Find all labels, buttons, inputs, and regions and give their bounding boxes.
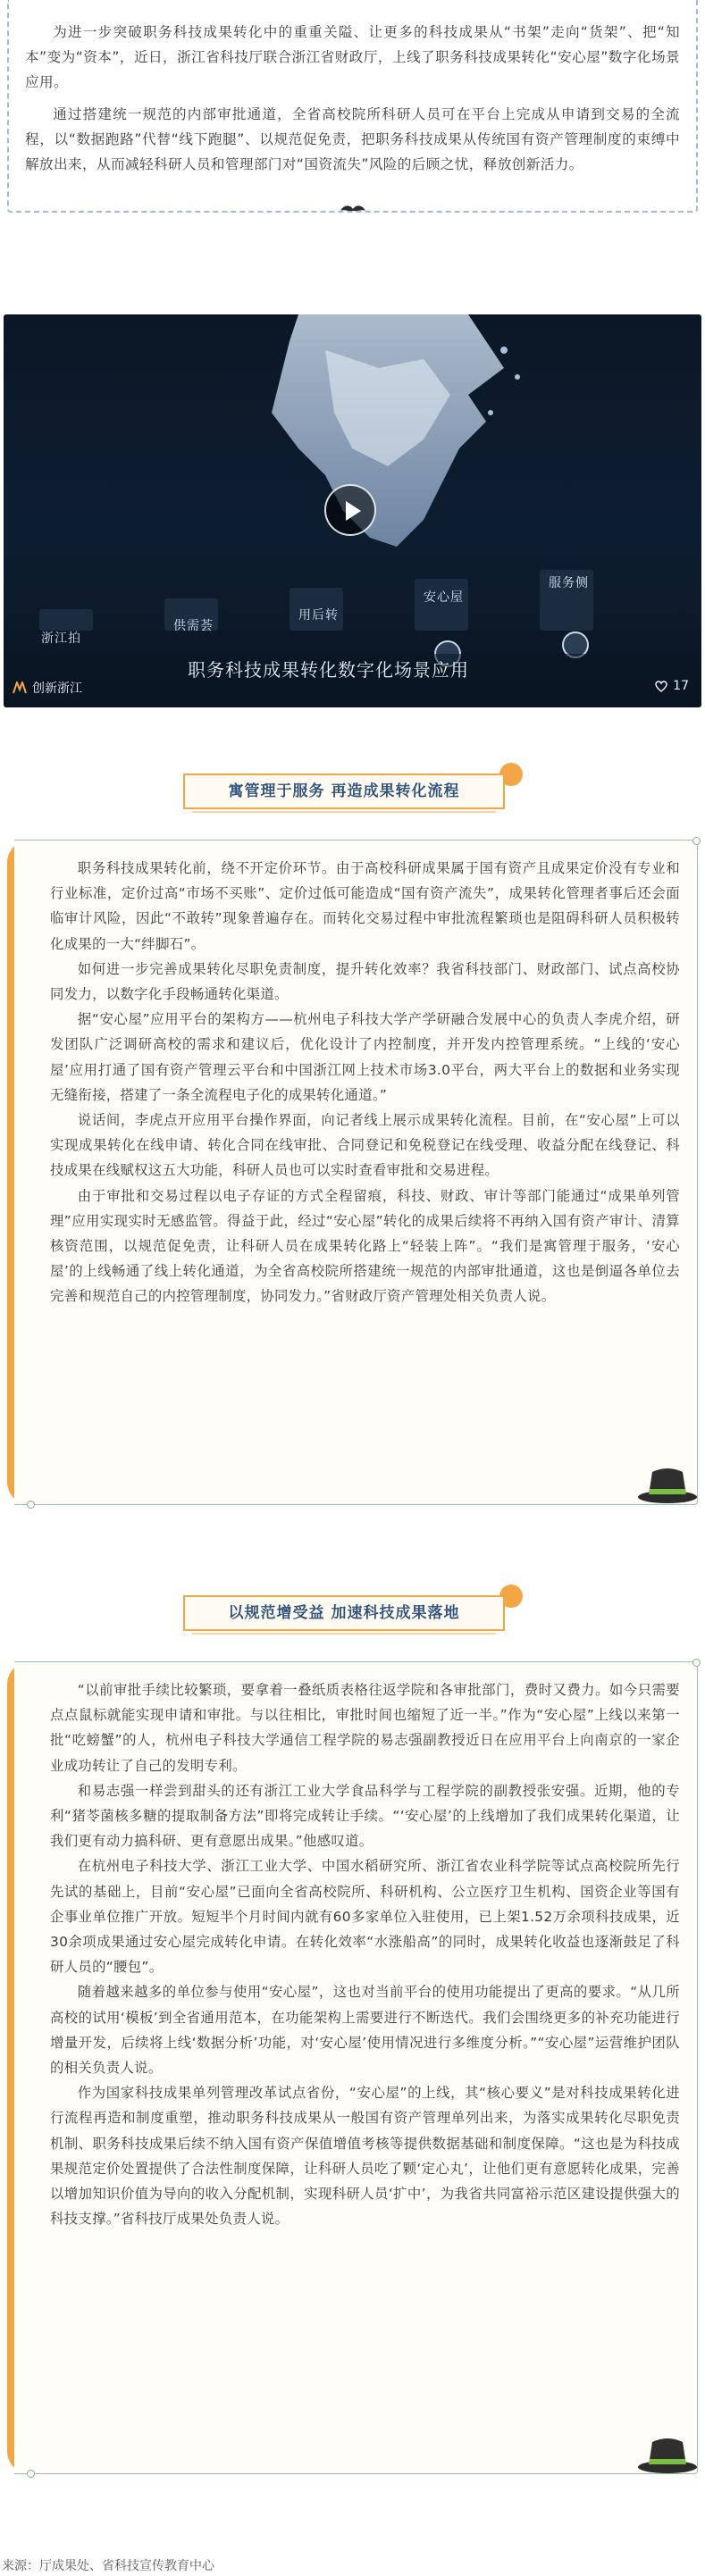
section1-box [7, 840, 698, 1505]
section2-box [7, 1661, 698, 2474]
video-label: 用后转 [298, 608, 339, 623]
section1-title-block [183, 768, 523, 809]
video-caption: 职务科技成果转化数字化场景应用 [188, 659, 469, 681]
title-underline [192, 1633, 496, 1635]
section2-paragraph: 在杭州电子科技大学、浙江工业大学、中国水稻研究所、浙江省农业科学院等试点高校院所先行先试的基础上，目前“安心屋”已面向全省高校院所、科研机构、公立医疗卫生机构、国资企业等国有企事业单位推广开放。短短半个月时间内就有60多家单位入驻使用，已上架1.52万余项科技成果，近30余项成果通过安心屋完成转化申请。在转化效率“水涨船高”的同时，成果转化收益也逐渐鼓足了科研人员的“腰包”。 [50, 1858, 680, 1976]
section2-title-block [183, 1590, 523, 1631]
section2-title: 以规范增受益 加速科技成果落地 [183, 1595, 505, 1631]
frame-corner-dot [692, 1659, 701, 1667]
like-button[interactable] [655, 679, 689, 693]
intro-box [7, 0, 698, 213]
mustache-icon [340, 204, 366, 216]
channel-logo-icon [13, 682, 27, 694]
video-channel[interactable] [13, 679, 82, 697]
frame-corner-dot [27, 2470, 35, 2478]
video-label: 服务侧 [549, 576, 589, 590]
play-icon [344, 500, 362, 522]
intro-paragraph: 通过搭建统一规范的内部审批通道，全省高校院所科研人员可在平台上完成从申请到交易的全流程，以“数据跑路”代替“线下跑腿”、以规范促免责，把职务科技成果从传统国有资产管理制度的束缚中解放出来，从而减轻科研人员和管理部门对“国资流失”风险的后顾之忧，释放创新活力。 [25, 106, 680, 172]
section1-paragraph: 由于审批和交易过程以电子存证的方式全程留痕，科技、财政、审计等部门能通过“成果单列管理”应用实现实时无感监管。得益于此，经过“安心屋”转化的成果后续将不再纳入国有资产审计、清算核资范围，以规范促免责，让科研人员在成果转化路上“轻装上阵”。“我们是寓管理于服务，‘安心屋’的上线畅通了线上转化通道，为全省高校院所搭建统一规范的内部审批通道，这也是倒逼各单位去完善和规范自己的内控管理制度，协同发力。”省财政厅资产管理处相关负责人说。 [50, 1187, 680, 1305]
hat-icon [636, 1465, 699, 1504]
section1-paragraph: 职务科技成果转化前，绕不开定价环节。由于高校科研成果属于国有资产且成果定价没有专业和行业标准，定价过高“市场不买账”、定价过低可能造成“国有资产流失”，成果转化管理者事后还会面临审计风险，因此“不敢转”现象普遍存在。而转化交易过程中审批流程繁琐也是阻碍科研人员积极转化成果的一大“绊脚石”。 [50, 860, 680, 952]
section2-content [50, 1677, 680, 2231]
section2-paragraph: 随着越来越多的单位参与使用“安心屋”，这也对当前平台的使用功能提出了更高的要求。“从几所高校的试用‘模板’到全省通用范本，在功能架构上需要进行不断迭代。我们会围绕更多的补充功能进行增量开发，后续将上线‘数据分析’功能，对‘安心屋’使用情况进行多维度分析。”“安心屋”运营维护团队的相关负责人说。 [50, 1984, 680, 2077]
like-count: 17 [673, 679, 689, 693]
intro-paragraph: 为进一步突破职务科技成果转化中的重重关隘、让更多的科技成果从“书架”走向“货架”、把“知本”变为“资本”，近日，浙江省科技厅联合浙江省财政厅，上线了职务科技成果转化“安心屋”数字化场景应用。 [25, 24, 680, 90]
section2-paragraph: “以前审批手续比较繁琐，要拿着一叠纸质表格往返学院和各审批部门，费时又费力。如今只需要点点鼠标就能实现申请和审批。与以往相比，审批时间也缩短了近一半。”作为“安心屋”上线以来第一批“吃螃蟹”的人，杭州电子科技大学通信工程学院的易志强副教授近日在应用平台上向南京的一家企业成功转让了自己的发明专利。 [50, 1682, 680, 1774]
section1-title: 寓管理于服务 再造成果转化流程 [183, 774, 505, 809]
title-underline [192, 811, 496, 813]
frame-corner-dot [692, 837, 701, 845]
heart-icon [655, 681, 667, 692]
hat-icon [636, 2435, 699, 2474]
section1-paragraph: 说话间，李虎点开应用平台操作界面，向记者线上展示成果转化流程。目前，在“安心屋”上可以实现成果转化在线申请、转化合同在线审批、合同登记和免税登记在线受理、收益分配在线登记、科技成果在线赋权这五大功能，科研人员也可以实时查看审批和交易进程。 [50, 1112, 680, 1179]
section2-paragraph: 作为国家科技成果单列管理改革试点省份，“安心屋”的上线，其“核心要义”是对科技成果转化进行流程再造和制度重塑，推动职务科技成果从一般国有资产管理单列出来，为落实成果转化尽职免责机制、职务科技成果后续不纳入国有资产保值增值考核等提供数据基础和制度保障。“这也是为科技成果规范定价处置提供了合法性制度保障，让科研人员吃了颗‘定心丸’，让他们更有意愿转化成果，完善以增加知识价值为导向的收入分配机制，实现科研人员‘扩中’，为我省共同富裕示范区建设提供强大的科技支撑。”省科技厅成果处负责人说。 [50, 2085, 680, 2228]
play-button[interactable] [324, 484, 376, 536]
video-label: 浙江拍 [41, 631, 81, 646]
frame-corner-dot [27, 1501, 35, 1509]
video-label: 供需荟 [173, 619, 214, 633]
video-label: 安心屋 [424, 590, 464, 605]
channel-name: 创新浙江 [32, 682, 82, 696]
section1-paragraph: 如何进一步完善成果转化尽职免责制度，提升转化效率？我省科技部门、财政部门、试点高校协同发力，以数字化手段畅通转化渠道。 [50, 960, 680, 1003]
section1-paragraph: 据“安心屋”应用平台的架构方——杭州电子科技大学产学研融合发展中心的负责人李虎介绍，研发团队广泛调研高校的需求和建议后，优化设计了内控制度，并开发内控管理系统。“上线的‘安心屋’应用打通了国有资产管理云平台和中国浙江网上技术市场3.0平台，两大平台上的数据和业务实现无缝衔接，搭建了一条全流程电子化的成果转化通道。” [50, 1011, 680, 1103]
source-credit: 来源：厅成果处、省科技宣传教育中心 [2, 2559, 214, 2573]
section2-paragraph: 和易志强一样尝到甜头的还有浙江工业大学食品科学与工程学院的副教授张安强。近期，他的专利“猪苓菌核多糖的提取制备方法”即将完成转让手续。“‘安心屋’的上线增加了我们成果转化渠道，让我们更有动力搞科研、更有意愿出成果。”他感叹道。 [50, 1782, 680, 1850]
section1-content [50, 856, 680, 1309]
